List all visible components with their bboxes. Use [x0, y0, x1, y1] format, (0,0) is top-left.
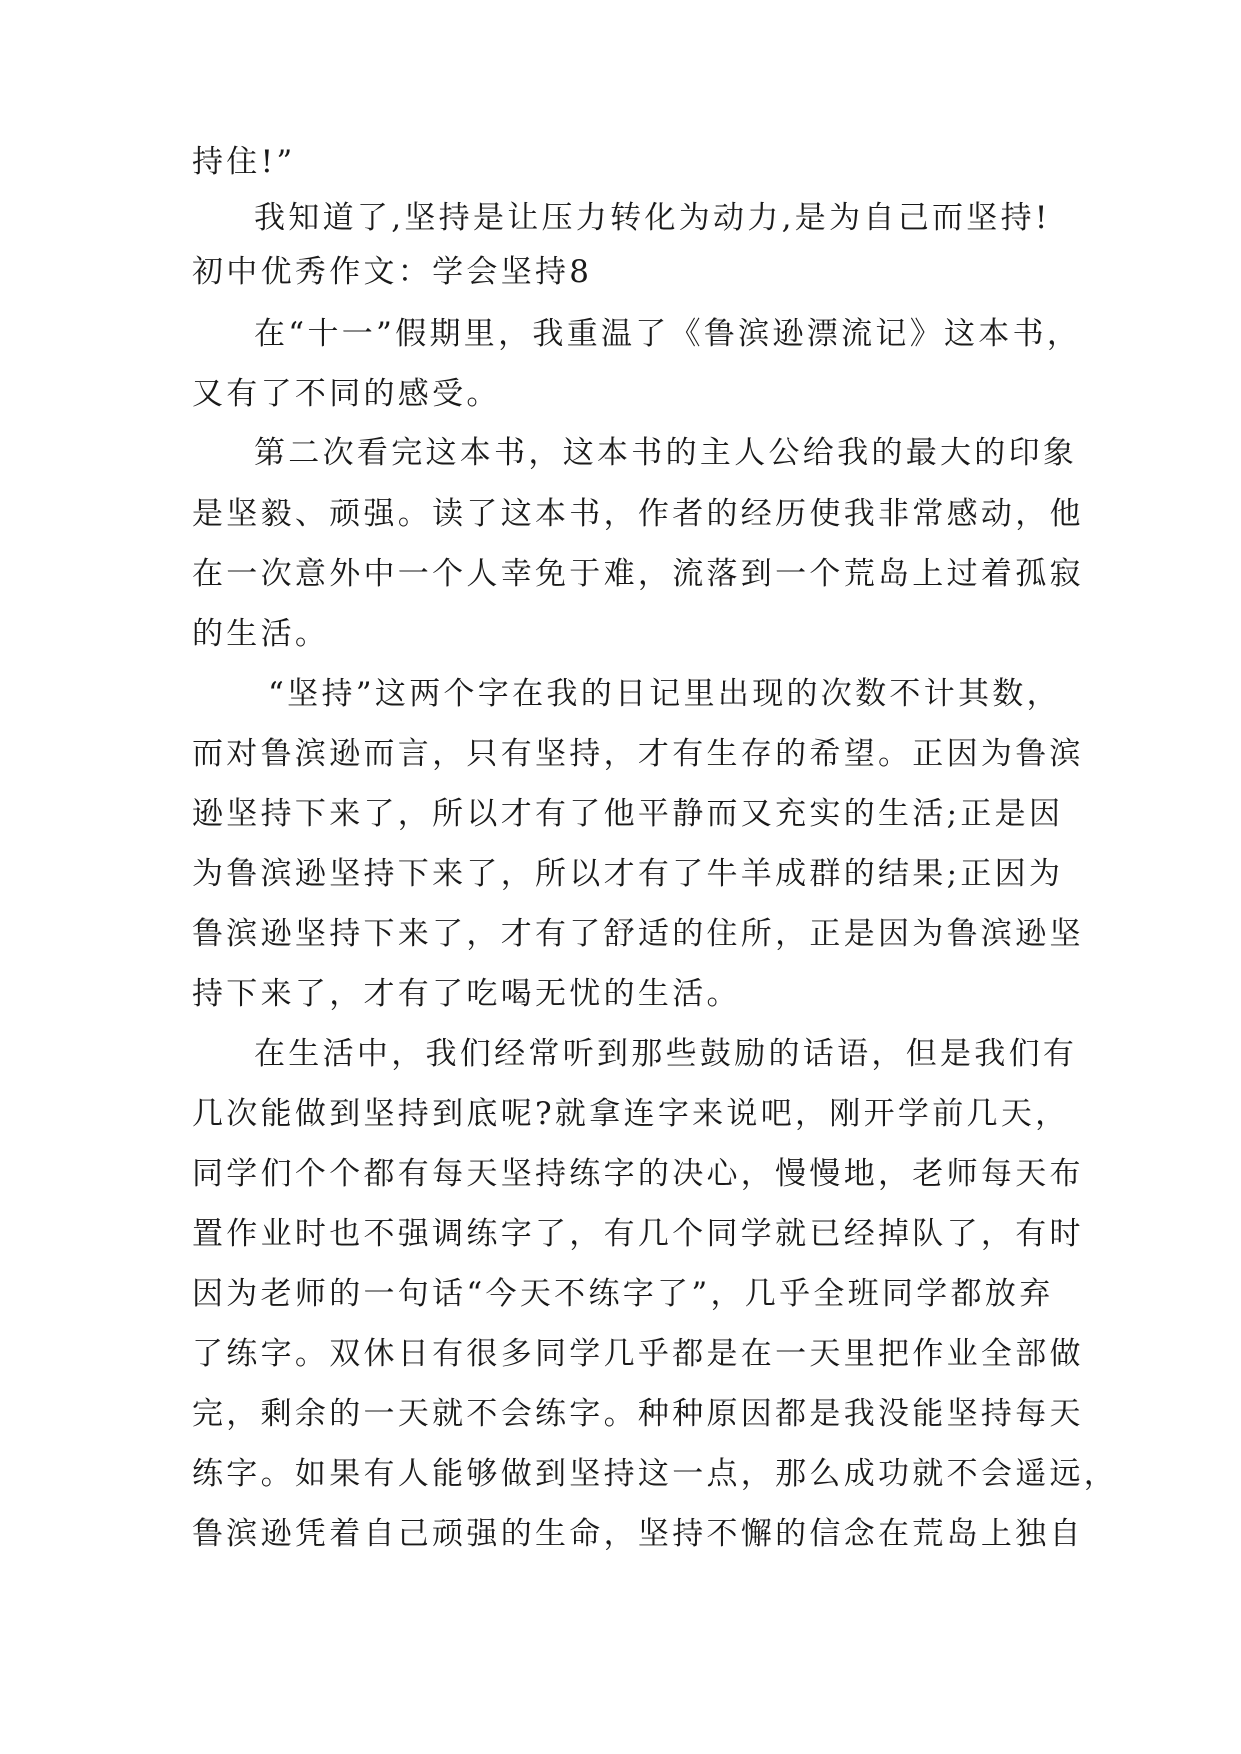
- text-line: 练字。如果有人能够做到坚持这一点，那么成功就不会遥远，: [192, 1456, 1119, 1492]
- text-line: 同学们个个都有每天坚持练字的决心，慢慢地，老师每天布: [192, 1156, 1084, 1192]
- text-line: 鲁滨逊坚持下来了，才有了舒适的住所，正是因为鲁滨逊坚: [192, 916, 1084, 952]
- text-line: 完，剩余的一天就不会练字。种种原因都是我没能坚持每天: [192, 1396, 1084, 1432]
- text-line: 持住!”: [192, 144, 296, 180]
- text-line: 在生活中，我们经常听到那些鼓励的话语，但是我们有: [254, 1036, 1078, 1072]
- text-line: 为鲁滨逊坚持下来了，所以才有了牛羊成群的结果;正因为: [192, 856, 1064, 892]
- text-line: 在“十一”假期里，我重温了《鲁滨逊漂流记》这本书，: [254, 316, 1082, 352]
- text-line: “坚持”这两个字在我的日记里出现的次数不计其数，: [268, 676, 1061, 712]
- text-line: 在一次意外中一个人幸免于难，流落到一个荒岛上过着孤寂: [192, 556, 1084, 592]
- text-line: 几次能做到坚持到底呢?就拿连字来说吧，刚开学前几天，: [192, 1096, 1070, 1132]
- text-line: 又有了不同的感受。: [192, 376, 501, 412]
- text-line: 是坚毅、顽强。读了这本书，作者的经历使我非常感动，他: [192, 496, 1084, 532]
- section-heading: 初中优秀作文：学会坚持8: [192, 254, 593, 290]
- text-line: 置作业时也不强调练字了，有几个同学就已经掉队了，有时: [192, 1216, 1084, 1252]
- text-line: 因为老师的一句话“今天不练字了”，几乎全班同学都放弃: [192, 1276, 1054, 1312]
- text-line: 逊坚持下来了，所以才有了他平静而又充实的生活;正是因: [192, 796, 1064, 832]
- text-line: 第二次看完这本书，这本书的主人公给我的最大的印象: [254, 435, 1078, 471]
- text-line: 持下来了，才有了吃喝无忧的生活。: [192, 976, 741, 1012]
- text-line: 的生活。: [192, 616, 330, 652]
- text-line: 我知道了,坚持是让压力转化为动力,是为自己而坚持!: [254, 200, 1051, 236]
- text-line: 而对鲁滨逊而言，只有坚持，才有生存的希望。正因为鲁滨: [192, 736, 1084, 772]
- text-line: 了练字。双休日有很多同学几乎都是在一天里把作业全部做: [192, 1336, 1084, 1372]
- text-line: 鲁滨逊凭着自己顽强的生命，坚持不懈的信念在荒岛上独自: [192, 1516, 1084, 1552]
